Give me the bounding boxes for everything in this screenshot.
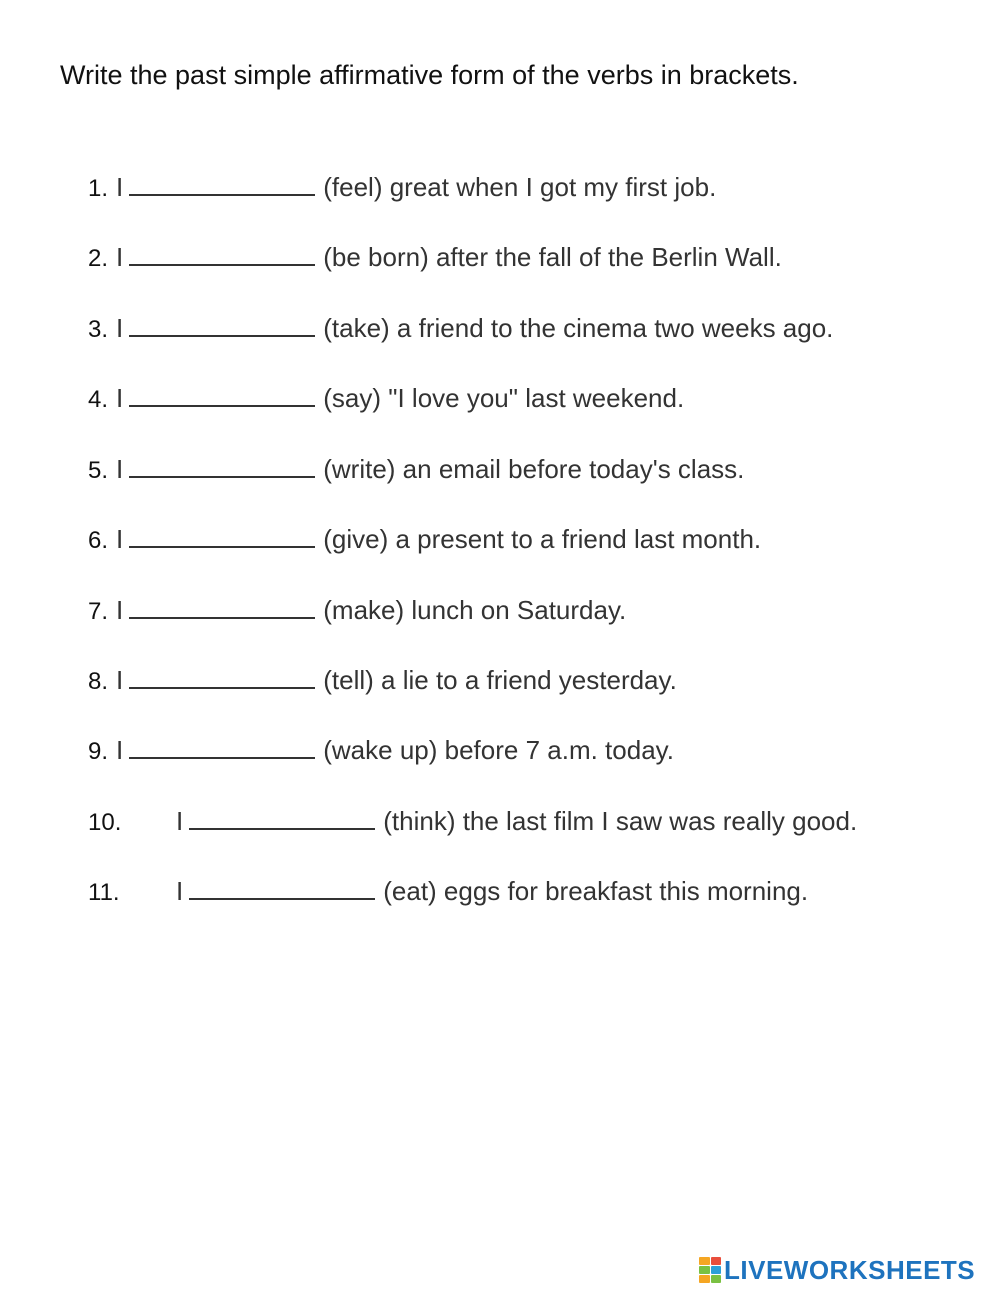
question-item-2	[88, 242, 782, 278]
answer-blank-10[interactable]	[189, 808, 375, 830]
question-item-8	[88, 665, 677, 701]
question-item-10	[88, 806, 857, 842]
question-item-7	[88, 595, 626, 631]
question-number: 6.	[88, 527, 109, 554]
question-text: (think) the last film I saw was really good.	[383, 806, 858, 836]
question-number: 7.	[88, 598, 109, 625]
question-subject: I	[116, 313, 124, 343]
question-item-3	[88, 313, 833, 349]
question-subject: I	[116, 383, 124, 413]
question-text: (tell) a lie to a friend yesterday.	[323, 665, 677, 695]
answer-blank-8[interactable]	[129, 667, 315, 689]
question-text: (make) lunch on Saturday.	[323, 595, 627, 625]
question-text: (say) "I love you" last weekend.	[323, 383, 685, 413]
question-subject: I	[116, 172, 124, 202]
question-item-11	[88, 876, 808, 912]
question-subject: I	[116, 595, 124, 625]
question-text: (be born) after the fall of the Berlin Wall.	[323, 242, 782, 272]
question-number: 2.	[88, 245, 109, 272]
question-item-6	[88, 524, 761, 560]
question-number: 4.	[88, 386, 109, 413]
question-subject: I	[116, 454, 124, 484]
liveworksheets-badge-icon	[699, 1257, 721, 1283]
answer-blank-7[interactable]	[129, 597, 315, 619]
question-text: (write) an email before today's class.	[323, 454, 745, 484]
question-item-1	[88, 172, 716, 208]
answer-blank-6[interactable]	[129, 526, 315, 548]
question-subject: I	[116, 524, 124, 554]
liveworksheets-logo	[699, 1255, 975, 1285]
instruction-text: Write the past simple affirmative form of the verbs in brackets.	[60, 60, 799, 90]
question-number: 11.	[88, 879, 120, 906]
question-number: 9.	[88, 738, 109, 765]
question-subject: I	[116, 242, 124, 272]
question-text: (eat) eggs for breakfast this morning.	[383, 876, 809, 906]
answer-blank-1[interactable]	[129, 174, 315, 196]
question-subject: I	[176, 806, 184, 836]
question-item-5	[88, 454, 744, 490]
question-text: (feel) great when I got my first job.	[323, 172, 717, 202]
answer-blank-4[interactable]	[129, 385, 315, 407]
question-item-9	[88, 735, 674, 771]
question-text: (take) a friend to the cinema two weeks ago.	[323, 313, 834, 343]
answer-blank-11[interactable]	[189, 878, 375, 900]
question-number: 1.	[88, 175, 109, 202]
logo-text: LIVEWORKSHEETS	[724, 1254, 976, 1285]
answer-blank-5[interactable]	[129, 456, 315, 478]
question-number: 5.	[88, 457, 109, 484]
answer-blank-3[interactable]	[129, 315, 315, 337]
question-number: 3.	[88, 316, 109, 343]
question-number: 8.	[88, 668, 109, 695]
answer-blank-9[interactable]	[129, 737, 315, 759]
question-subject: I	[116, 735, 124, 765]
question-text: (wake up) before 7 a.m. today.	[323, 735, 674, 765]
answer-blank-2[interactable]	[129, 244, 315, 266]
question-subject: I	[176, 876, 184, 906]
question-number: 10.	[88, 809, 122, 836]
question-subject: I	[116, 665, 124, 695]
question-text: (give) a present to a friend last month.	[323, 524, 762, 554]
question-item-4	[88, 383, 684, 419]
